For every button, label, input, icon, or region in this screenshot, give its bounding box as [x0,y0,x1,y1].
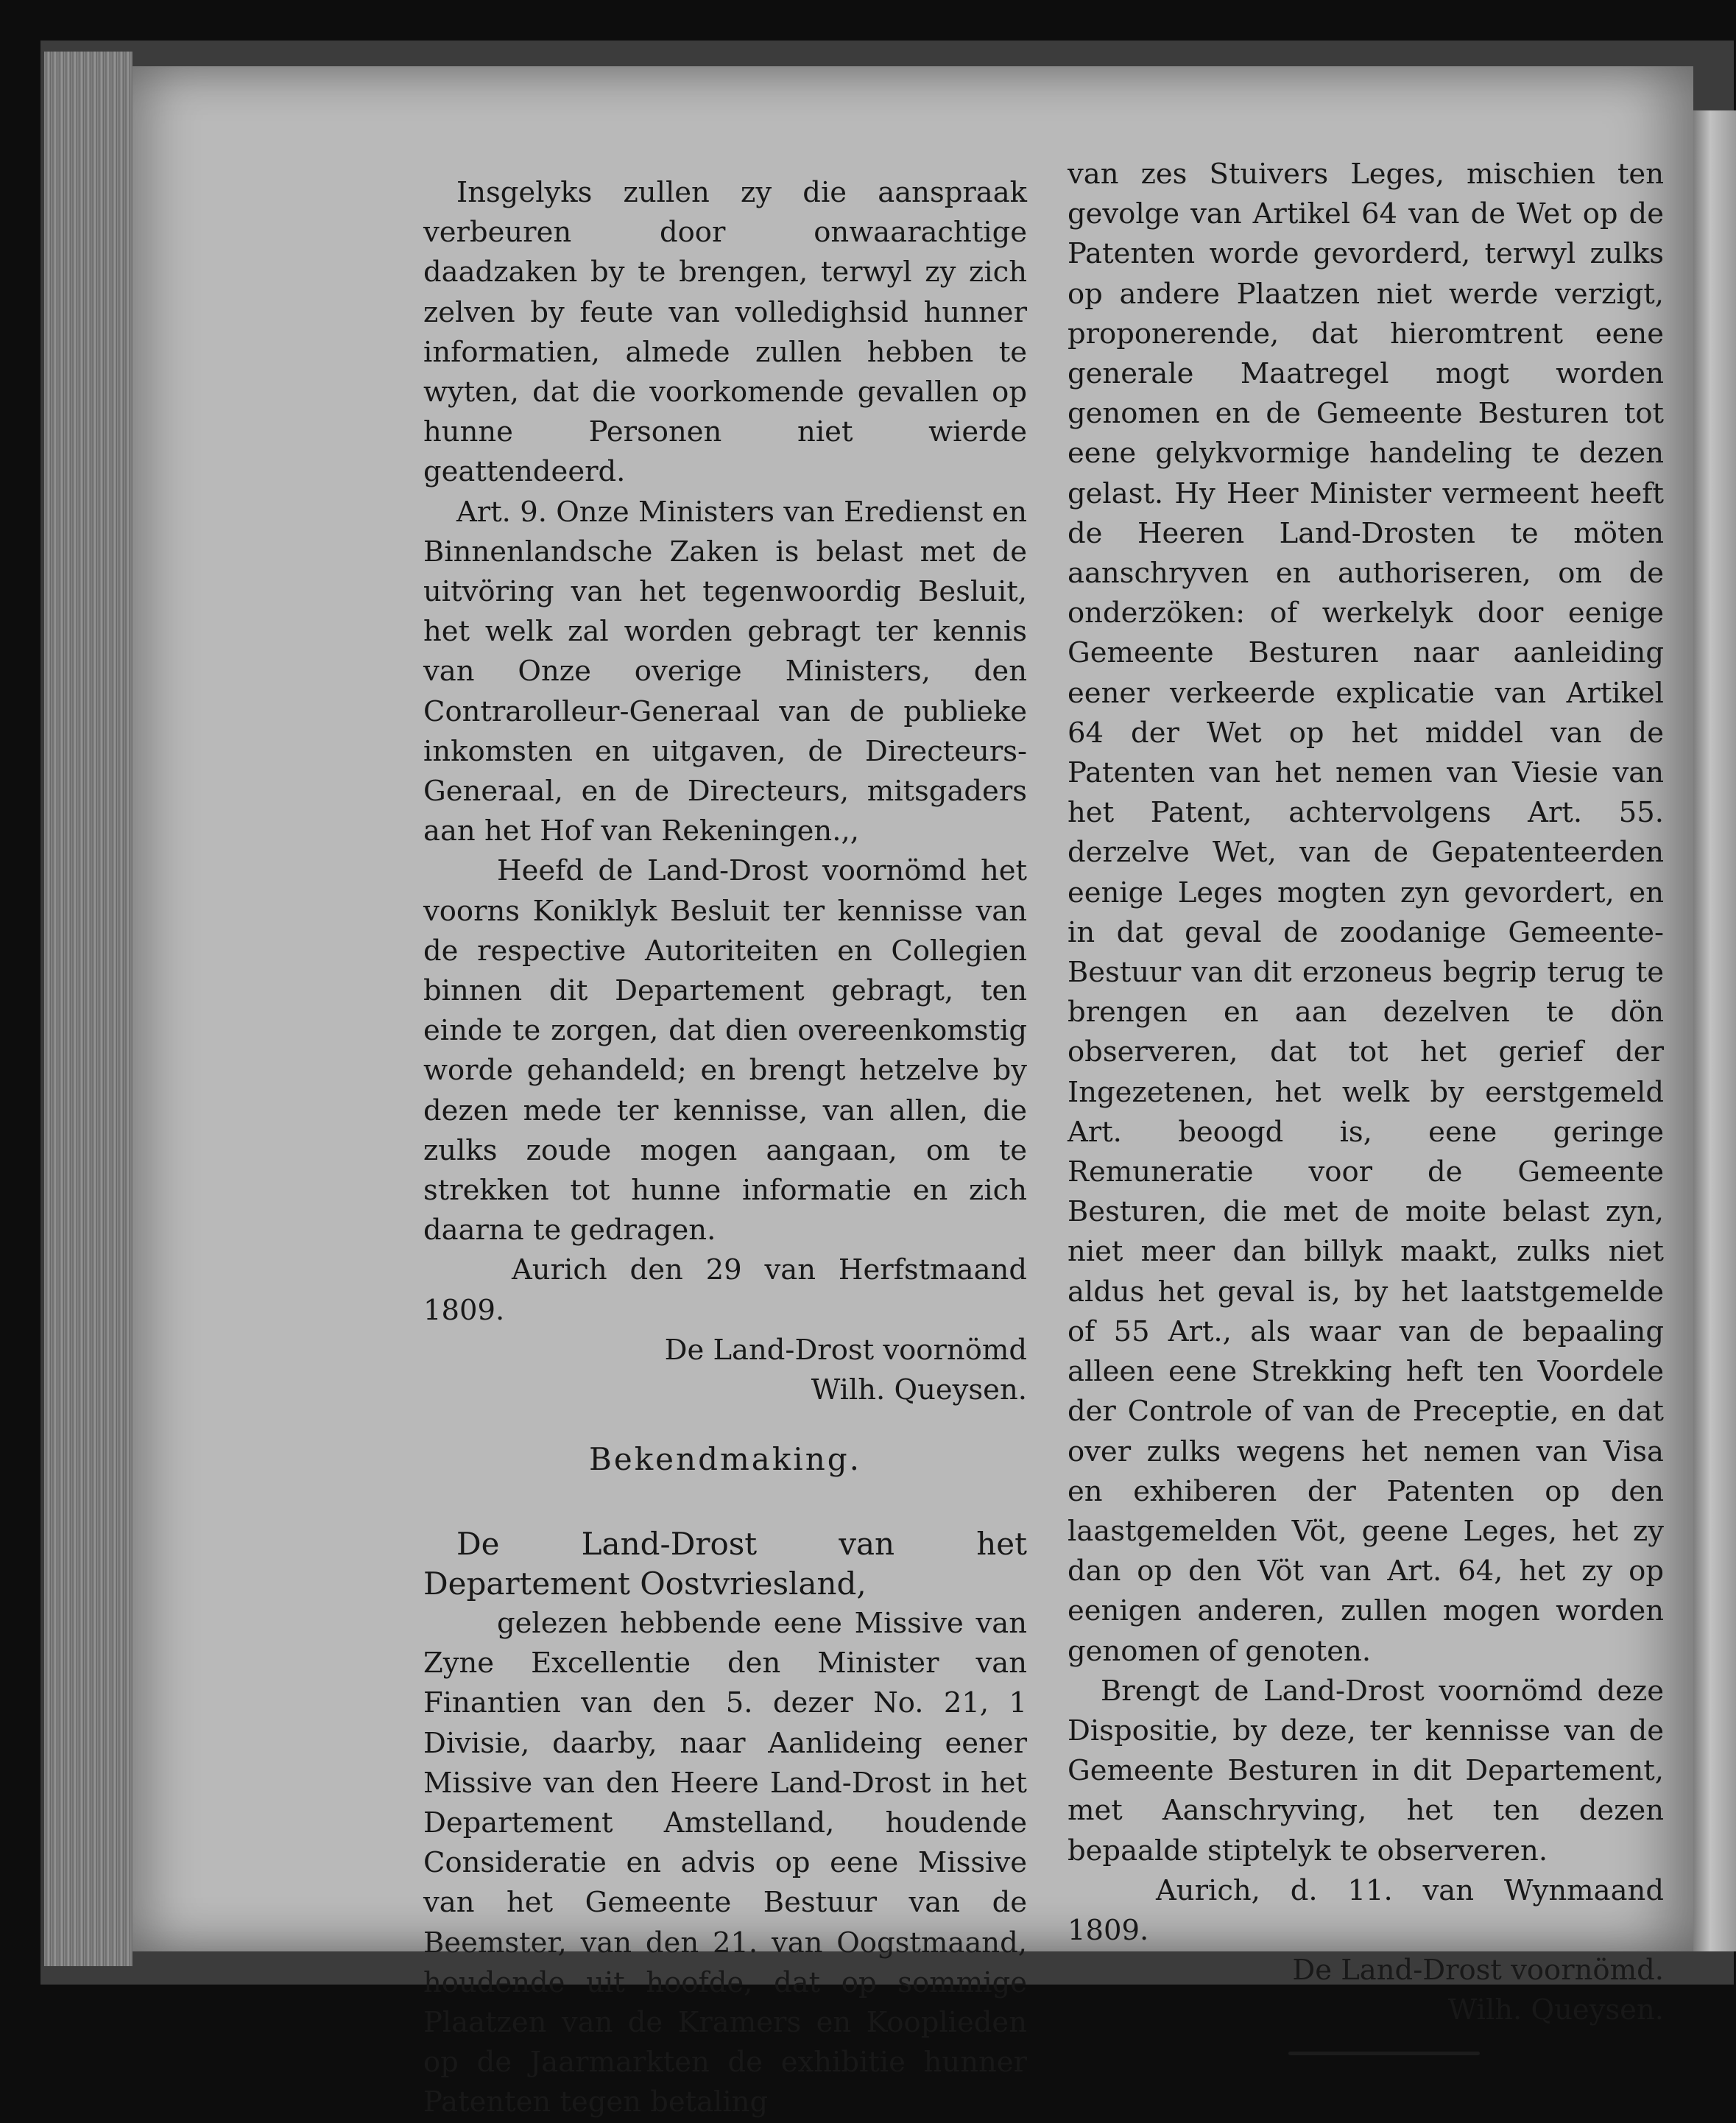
right-column [1068,155,1664,2055]
closing-rule-divider [1288,2052,1480,2055]
right-signature-name: Wilh. Queysen. [1447,1993,1664,2027]
left-signature-title: De Land-Drost voornömd [664,1333,1027,1367]
right-paragraph-2: Brengt de Land-Drost voornömd deze Dispositie, by deze, ter kennisse van de Gemeente Besturen in dit Departement, met Aanschryving, het ten dezen bepaalde stiptelyk te observeren. [1068,1674,1664,1867]
right-signature-title: De Land-Drost voornömd. [1292,1954,1664,1988]
left-signature-name: Wilh. Queysen. [811,1373,1027,1407]
bekendmaking-heading: Bekendmaking. [589,1441,861,1478]
left-column [423,173,1027,2123]
left-signature-place: Aurich den 29 van Herfstmaand 1809. [423,1253,1027,1327]
right-signature-place: Aurich, d. 11. van Wynmaand 1809. [1068,1873,1664,1947]
left-paragraph-article-9: Art. 9. Onze Ministers van Eredienst en Binnenlandsche Zaken is belast met de uitvöring van het tegenwoordig Besluit, het welk zal worden gebragt ter kennis van Onze overige Ministers, den Contrarolleur-Generaal van de publieke inkomsten en uitgaven, de Directeurs-Generaal, en de Directeurs, mitsgaders aan het Hof van Rekeningen.,, [423,495,1027,848]
facing-page-edge [1693,110,1736,1951]
left-paragraph-4: gelezen hebbende eene Missive van Zyne Excellentie den Minister van Finantien van den 5. dezer No. 21, 1 Divisie, daarby, naar Aanlideing eener Missive van den Heere Land-Drost in het Departement Amstelland, houdende Consideratie en advis op eene Missive van het Gemeente Bestuur van de Beemster, van den 21. van Oogstmaand, houdende uit hoofde, dat op sommige Plaatzen van de Kramers en Kooplieden op de Jaarmarkten de exhibitie hunner Patenten tegen betaling [423,1606,1027,2119]
authority-line: De Land-Drost van het Departement Oostvriesland, [423,1525,1027,1602]
left-paragraph-3: Heefd de Land-Drost voornömd het voorns Koniklyk Besluit ter kennisse van de respective Autoriteiten en Collegien binnen dit Departement gebragt, ten einde te zorgen, dat dien overeenkomstig worde gehandeld; en brengt hetzelve by dezen mede ter kennisse, van allen, die zulks zoude mogen aangaan, om te strekken tot hunne informatie en zich daarna te gedragen. [423,854,1027,1247]
right-paragraph-1: van zes Stuivers Leges, mischien ten gevolge van Artikel 64 van de Wet op de Patenten worde gevorderd, terwyl zulks op andere Plaatzen niet werde verzigt, proponerende, dat hieromtrent eene generale Maatregel mogt worden genomen en de Gemeente Besturen tot eene gelykvormige handeling te dezen gelast. Hy Heer Minister vermeent heeft de Heeren Land-Drosten te möten aanschryven en authoriseren, om de onderzöken: of werkelyk door eenige Gemeente Besturen naar aanleiding eener verkeerde explicatie van Artikel 64 der Wet op het middel van de Patenten van het nemen van Viesie van het Patent, achtervolgens Art. 55. derzelve Wet, van de Gepatenteerden eenige Leges mogten zyn gevordert, en in dat geval de zoodanige Gemeente-Bestuur van dit erzoneus begrip terug te brengen en aan dezelven te dön observeren, dat tot het gerief der Ingezetenen, het welk by eerstgemeld Art. beoogd is, eene geringe Remuneratie voor de Gemeente Besturen, die met de moite belast zyn, niet meer dan billyk maakt, zulks niet aldus het geval is, by het laatstgemelde of 55 Art., als waar van de bepaaling alleen eene Strekking heft ten Voordele der Controle of van de Preceptie, en dat over zulks wegens het nemen van Visa en exhiberen der Patenten op den laastgemelden Vöt, geene Leges, het zy dan op den Vöt van Art. 64, het zy op eenigen anderen, zullen mogen worden genomen of genoten. [1068,158,1664,1668]
page-stack-edge [44,52,133,1966]
left-paragraph-1: Insgelyks zullen zy die aanspraak verbeuren door onwaarachtige daadzaken by te brengen, terwyl zy zich zelven by feute van volledighsid hunner informatien, almede zullen hebben te wyten, dat die voorkomende gevallen op hunne Personen niet wierde geattendeerd. [423,176,1027,489]
